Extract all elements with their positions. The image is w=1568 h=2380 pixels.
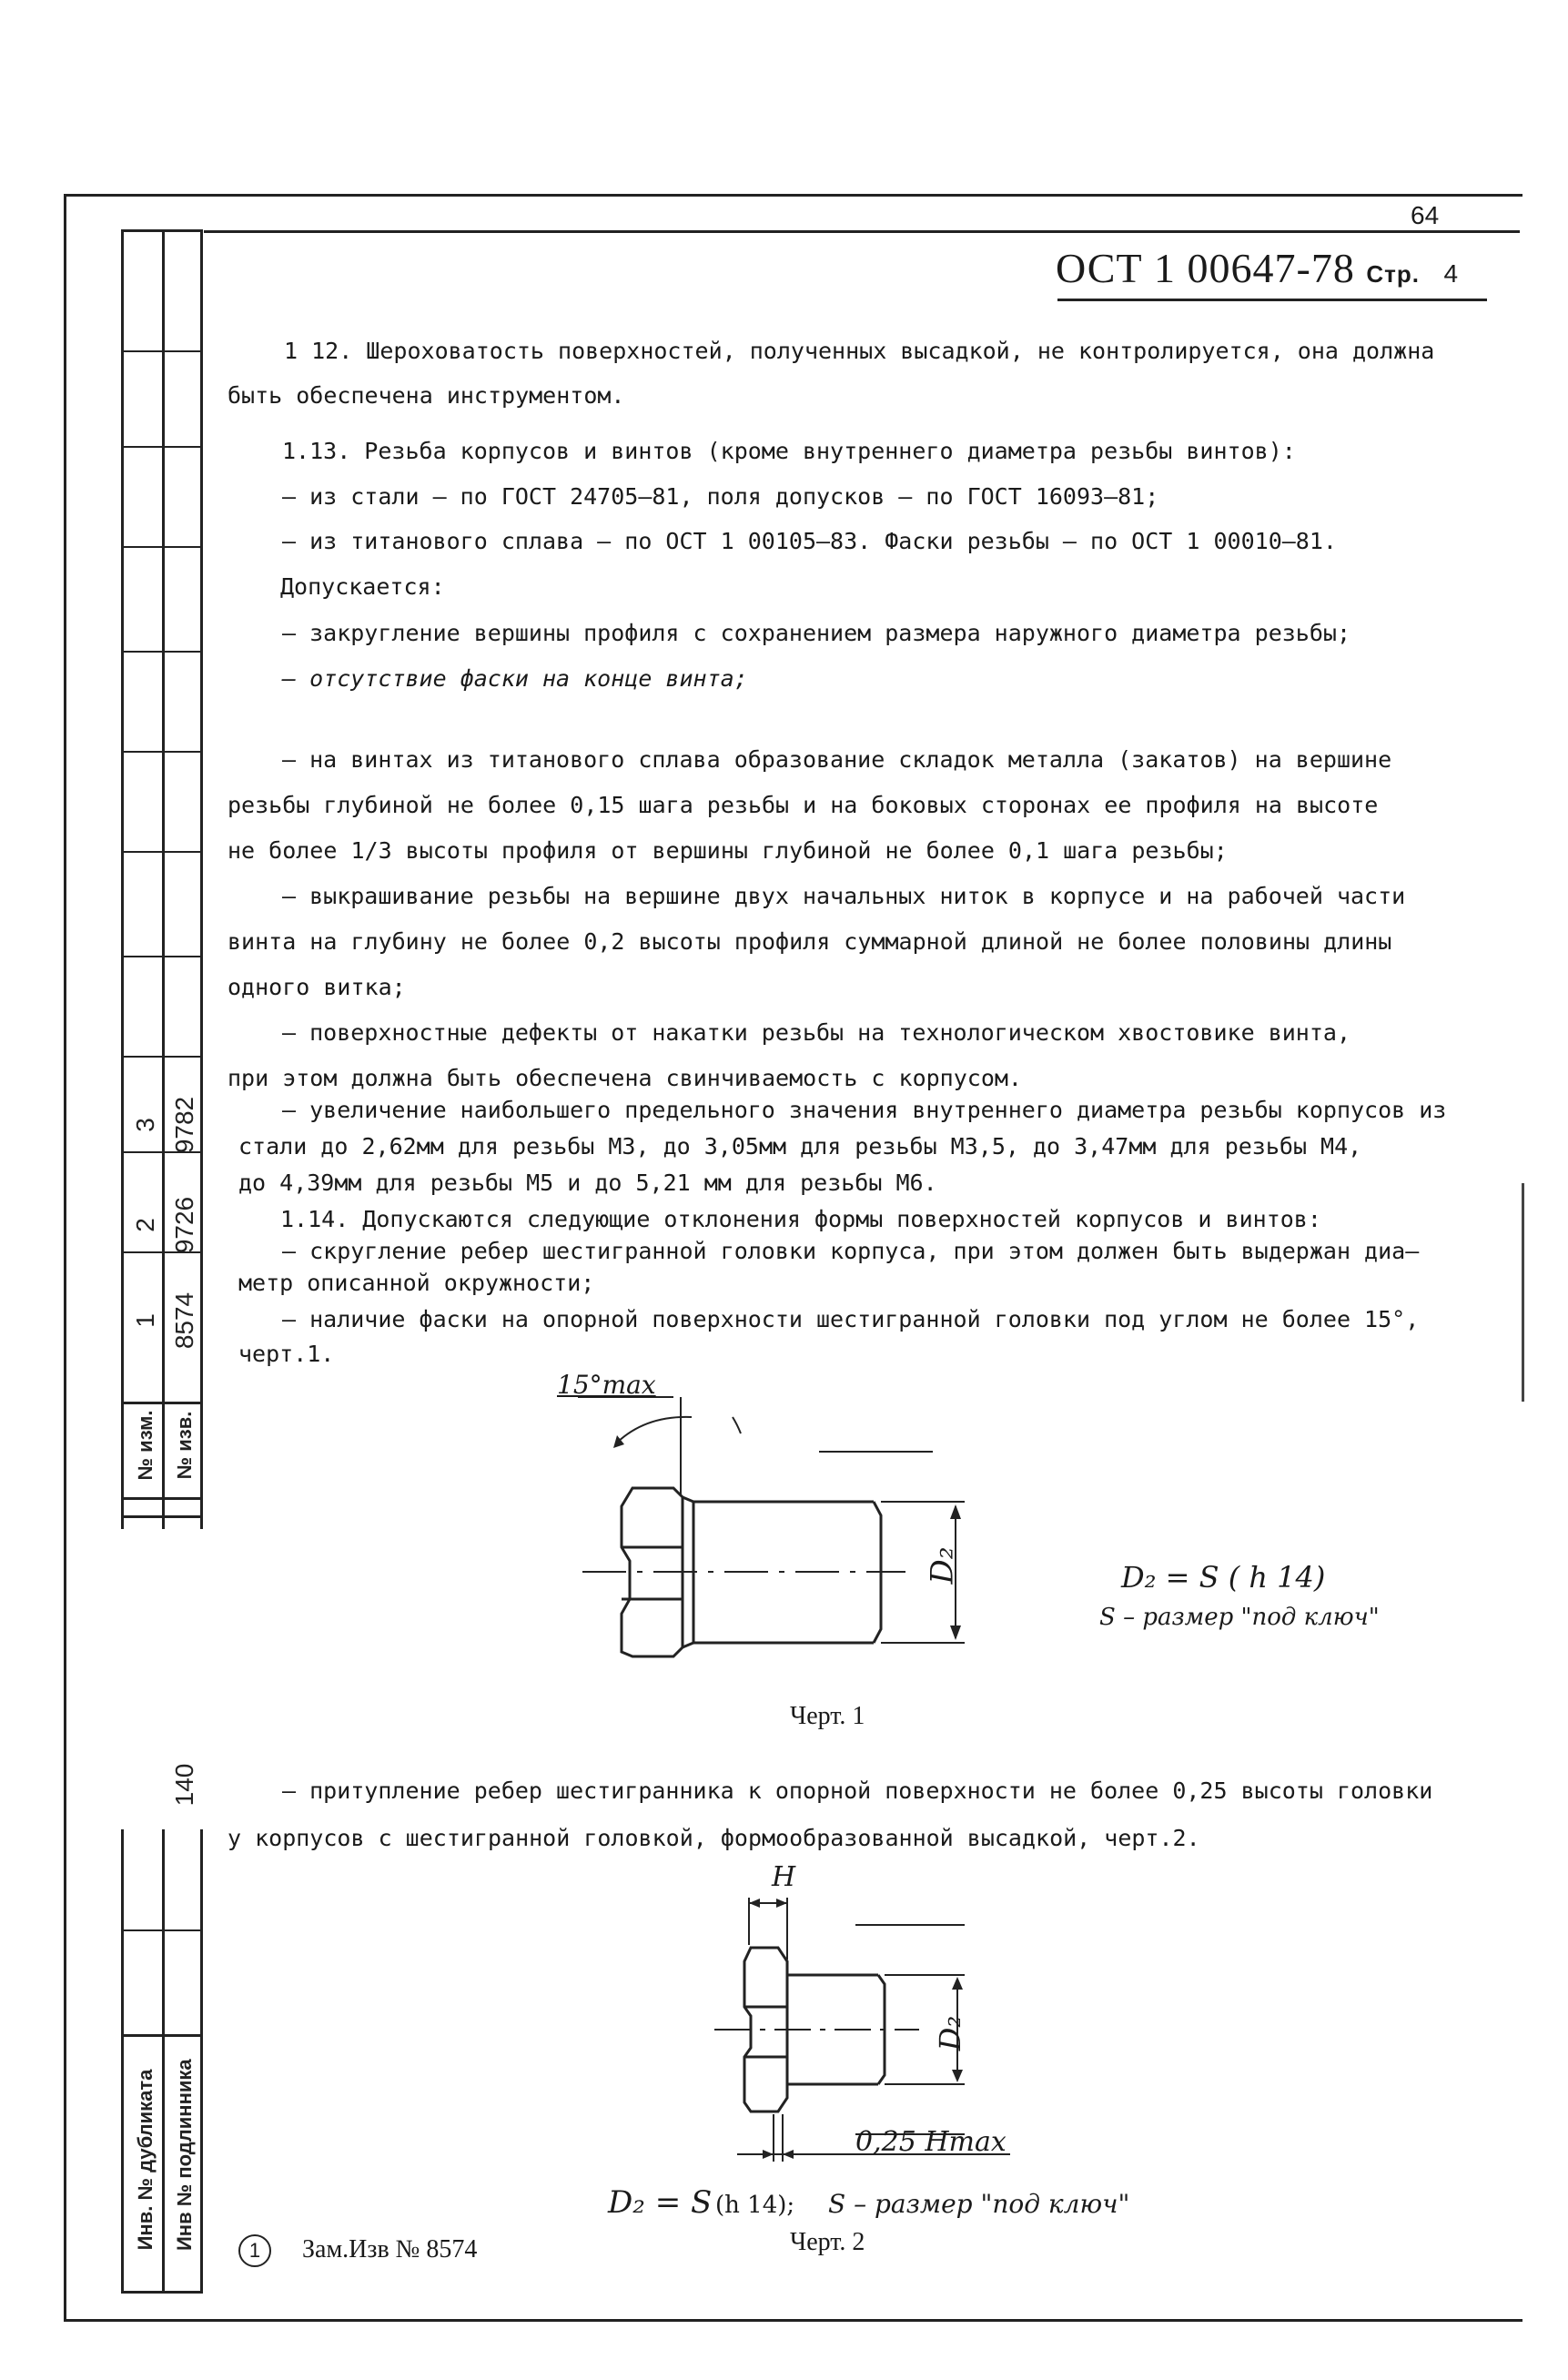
notice-no-3: 9782	[170, 1096, 198, 1154]
fig2-chamfer-label: 0,25 Hmax	[855, 2126, 1007, 2158]
fig1-caption: Черт. 1	[790, 1702, 865, 1730]
change-no-2: 2	[131, 1218, 159, 1232]
allowed-item-blunting-line-1: – притупление ребер шестигранника к опорной поверхности не более 0,25 высоты головки	[282, 1777, 1433, 1804]
allowed-item-folds-line-1: – на винтах из титанового сплава образование складок металла (закатов) на вершине	[282, 746, 1392, 773]
original-inventory-no: 140	[170, 1763, 198, 1807]
fig2-formula-a: D₂ = S	[608, 2184, 713, 2221]
allowed-item-chipping-line-3: одного витка;	[228, 974, 406, 1000]
fig1-s-note: S – размер "под ключ"	[1099, 1604, 1380, 1631]
page-word: Стр.	[1366, 260, 1421, 288]
change-note	[238, 2234, 477, 2267]
clause-1-12-line-2: быть обеспечена инструментом.	[228, 382, 625, 409]
clause-1-13-title: 1.13. Резьба корпусов и винтов (кроме внутреннего диаметра резьбы винтов):	[282, 438, 1296, 464]
allowed-item-increase-line-2: стали до 2,62мм для резьбы М3, до 3,05мм для резьбы М3,5, до 3,47мм для резьбы М4,	[238, 1133, 1362, 1160]
clause-1-13-steel: – из стали – по ГОСТ 24705–81, поля допусков – по ГОСТ 16093–81;	[282, 483, 1159, 510]
right-edge-rule	[1522, 1183, 1524, 1402]
document-designation	[1056, 244, 1459, 292]
title-underline	[1057, 299, 1487, 301]
notice-no-1: 8574	[170, 1291, 198, 1350]
allowed-heading: Допускается:	[280, 573, 445, 600]
notice-no-2: 9726	[170, 1196, 198, 1254]
fig1-angle-label: 15°max	[557, 1370, 656, 1400]
fig2-h-label: H	[772, 1861, 796, 1893]
header-rule	[204, 230, 1520, 233]
figure-1-drawing	[546, 1361, 1019, 1670]
original-inventory-label: Инв № подлинника	[173, 2059, 196, 2251]
strip-divider	[162, 232, 165, 2291]
allowed-item-no-chamfer: – отсутствие фаски на конце винта;	[282, 665, 748, 692]
fig2-formula-b: (h 14);	[715, 2192, 795, 2219]
clause-1-14-rounding-line-2: метр описанной окружности;	[238, 1270, 595, 1296]
change-no-1: 1	[131, 1313, 159, 1328]
duplicate-inventory-label: Инв. № дубликата	[134, 2069, 157, 2251]
clause-1-14-chamfer-line-2: черт.1.	[238, 1341, 335, 1367]
doc-code: ОСТ 1 00647-78	[1056, 245, 1355, 291]
fig1-formula: D₂ = S ( h 14)	[1121, 1560, 1326, 1595]
change-no-label: № изм.	[134, 1410, 157, 1481]
notice-no-label: № изв.	[173, 1411, 196, 1480]
clause-1-13-titanium: – из титанового сплава – по ОСТ 1 00105–83. Фаски резьбы – по ОСТ 1 00010–81.	[282, 528, 1337, 554]
allowed-item-rounding: – закругление вершины профиля с сохранением размера наружного диаметра резьбы;	[282, 620, 1351, 646]
allowed-item-folds-line-3: не более 1/3 высоты профиля от вершины глубиной не более 0,1 шага резьбы;	[228, 837, 1228, 864]
fig2-diameter-label: D₂	[933, 2015, 968, 2051]
sheet-number: 64	[1411, 201, 1440, 229]
allowed-item-blunting-line-2: у корпусов с шестигранной головкой, формообразованной высадкой, черт.2.	[228, 1825, 1200, 1851]
allowed-item-chipping-line-1: – выкрашивание резьбы на вершине двух начальных ниток в корпусе и на рабочей части	[282, 883, 1406, 909]
fig2-formula-c: S – размер "под ключ"	[828, 2189, 1130, 2219]
allowed-item-increase-line-3: до 4,39мм для резьбы М5 и до 5,21 мм для резьбы М6.	[238, 1170, 937, 1196]
left-stamp-strip	[121, 229, 203, 2294]
allowed-item-defects-line-1: – поверхностные дефекты от накатки резьбы на технологическом хвостовике винта,	[282, 1019, 1351, 1046]
fig2-caption: Черт. 2	[790, 2228, 865, 2256]
clause-1-14-rounding-line-1: – скругление ребер шестигранной головки корпуса, при этом должен быть выдержан диа–	[282, 1238, 1420, 1264]
clause-1-12-line-1: 1 12. Шероховатость поверхностей, полученных высадкой, не контролируется, она должна	[284, 338, 1435, 364]
clause-1-14-title: 1.14. Допускаются следующие отклонения формы поверхностей корпусов и винтов:	[280, 1206, 1321, 1232]
allowed-item-increase-line-1: – увеличение наибольшего предельного значения внутреннего диаметра резьбы корпусов из	[282, 1097, 1447, 1123]
page-value: 4	[1443, 259, 1460, 288]
allowed-item-chipping-line-2: винта на глубину не более 0,2 высоты профиля суммарной длиной не более половины длины	[228, 928, 1392, 955]
clause-1-14-chamfer-line-1: – наличие фаски на опорной поверхности шестигранной головки под углом не более 15°,	[282, 1306, 1420, 1332]
allowed-item-defects-line-2: при этом должна быть обеспечена свинчиваемость с корпусом.	[228, 1065, 1022, 1091]
fig1-diameter-label: D₂	[924, 1546, 961, 1585]
allowed-item-folds-line-2: резьбы глубиной не более 0,15 шага резьбы и на боковых сторонах ее профиля на высоте	[228, 792, 1379, 818]
change-mark: 1	[238, 2234, 271, 2267]
change-note-text: Зам.Изв № 8574	[302, 2235, 478, 2264]
change-no-3: 3	[131, 1118, 159, 1132]
